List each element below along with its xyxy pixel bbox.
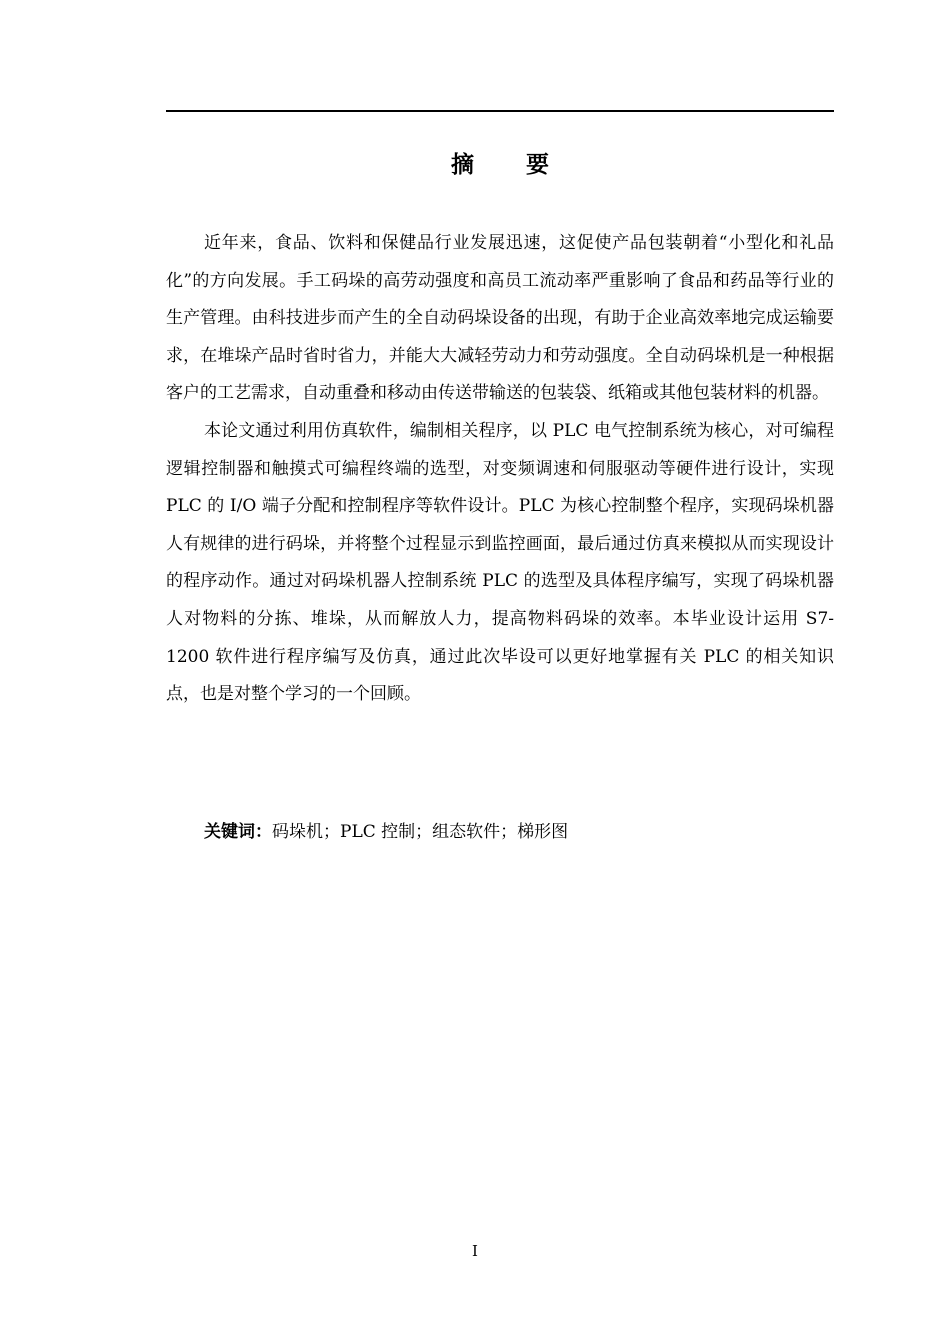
- keywords-text: 码垛机；PLC 控制；组态软件；梯形图: [272, 822, 569, 842]
- page-number: I: [472, 1242, 478, 1260]
- abstract-title: 摘 要: [450, 152, 571, 178]
- abstract-body: [166, 225, 834, 714]
- header-rule: [166, 110, 834, 112]
- keywords-label: 关键词：: [204, 822, 272, 842]
- abstract-paragraph-1: 近年来，食品、饮料和保健品行业发展迅速，这促使产品包装朝着“小型化和礼品化”的方向发展。手工码垛的高劳动强度和高员工流动率严重影响了食品和药品等行业的生产管理。由科技进步而产生的全自动码垛设备的出现，有助于企业高效率地完成运输要求，在堆垛产品时省时省力，并能大大减轻劳动力和劳动强度。全自动码垛机是一种根据客户的工艺需求，自动重叠和移动由传送带输送的包装袋、纸箱或其他包装材料的机器。: [166, 233, 834, 404]
- abstract-paragraph-2: 本论文通过利用仿真软件，编制相关程序，以 PLC 电气控制系统为核心，对可编程逻辑控制器和触摸式可编程终端的选型，对变频调速和伺服驱动等硬件进行设计，实现 PLC 的 I/O 端子分配和控制程序等软件设计。PLC 为核心控制整个程序，实现码垛机器人有规律的进行码垛，并将整个过程显示到监控画面，最后通过仿真来模拟从而实现设计的程序动作。通过对码垛机器人控制系统 PLC 的选型及具体程序编写，实现了码垛机器人对物料的分拣、堆垛，从而解放人力，提高物料码垛的效率。本毕业设计运用 S7-1200 软件进行程序编写及仿真，通过此次毕设可以更好地掌握有关 PLC 的相关知识点，也是对整个学习的一个回顾。: [166, 420, 834, 705]
- keywords-line: [166, 815, 834, 849]
